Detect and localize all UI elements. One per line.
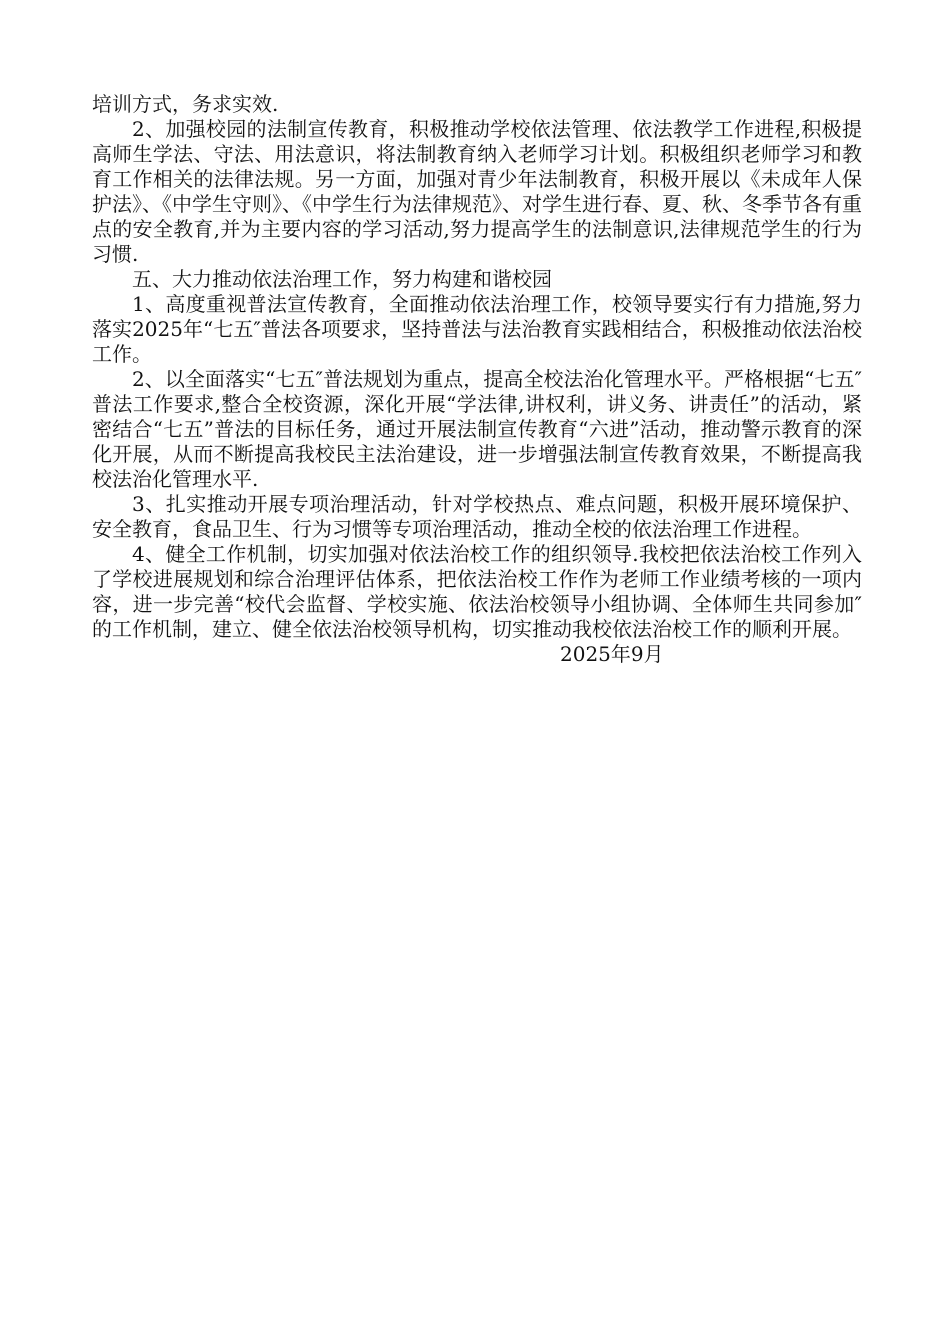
paragraph-item-2: 2、以全面落实“七五″普法规划为重点，提高全校法治化管理水平。严格根据“七五″普法工作要求,整合全校资源，深化开展“学法律,讲权利，讲义务、讲责任”的活动，紧密结合“七五”普法的目标任务，通过开展法制宣传教育“六进”活动，推动警示教育的深化开展，从而不断提高我校民主法治建设，进一步增强法制宣传教育效果，不断提高我校法治化管理水平. — [92, 367, 862, 491]
paragraph-item-4: 4、健全工作机制，切实加强对依法治校工作的组织领导.我校把依法治校工作列入了学校进展规划和综合治理评估体系，把依法治校工作作为老师工作业绩考核的一项内容，进一步完善“校代会监督、学校实施、依法治校领导小组协调、全体师生共同参加″的工作机制，建立、健全依法治校领导机构，切实推动我校依法治校工作的顺利开展。 — [92, 542, 862, 641]
paragraph-legal-education: 2、加强校园的法制宣传教育，积极推动学校依法管理、依法教学工作进程,积极提高师生学法、守法、用法意识，将法制教育纳入老师学习计划。积极组织老师学习和教育工作相关的法律法规。另一方面，加强对青少年法制教育，积极开展以《未成年人保护法》、《中学生守则》、《中学生行为法律规范》、对学生进行春、夏、秋、冬季节各有重点的安全教育,并为主要内容的学习活动,努力提高学生的法制意识,法律规范学生的行为习惯. — [92, 117, 862, 266]
document-date: 2025年9月 — [560, 642, 664, 666]
section-heading-5: 五、大力推动依法治理工作，努力构建和谐校园 — [132, 267, 552, 291]
document-body — [92, 92, 862, 667]
paragraph-item-3: 3、扎实推动开展专项治理活动，针对学校热点、难点问题，积极开展环境保护、安全教育，食品卫生、行为习惯等专项治理活动，推动全校的依法治理工作进程。 — [92, 492, 862, 541]
paragraph-continuation: 培训方式，务求实效. — [92, 92, 279, 116]
paragraph-item-1: 1、高度重视普法宣传教育，全面推动依法治理工作，校领导要实行有力措施,努力落实2025年“七五″普法各项要求，坚持普法与法治教育实践相结合，积极推动依法治校工作。 — [92, 292, 862, 366]
